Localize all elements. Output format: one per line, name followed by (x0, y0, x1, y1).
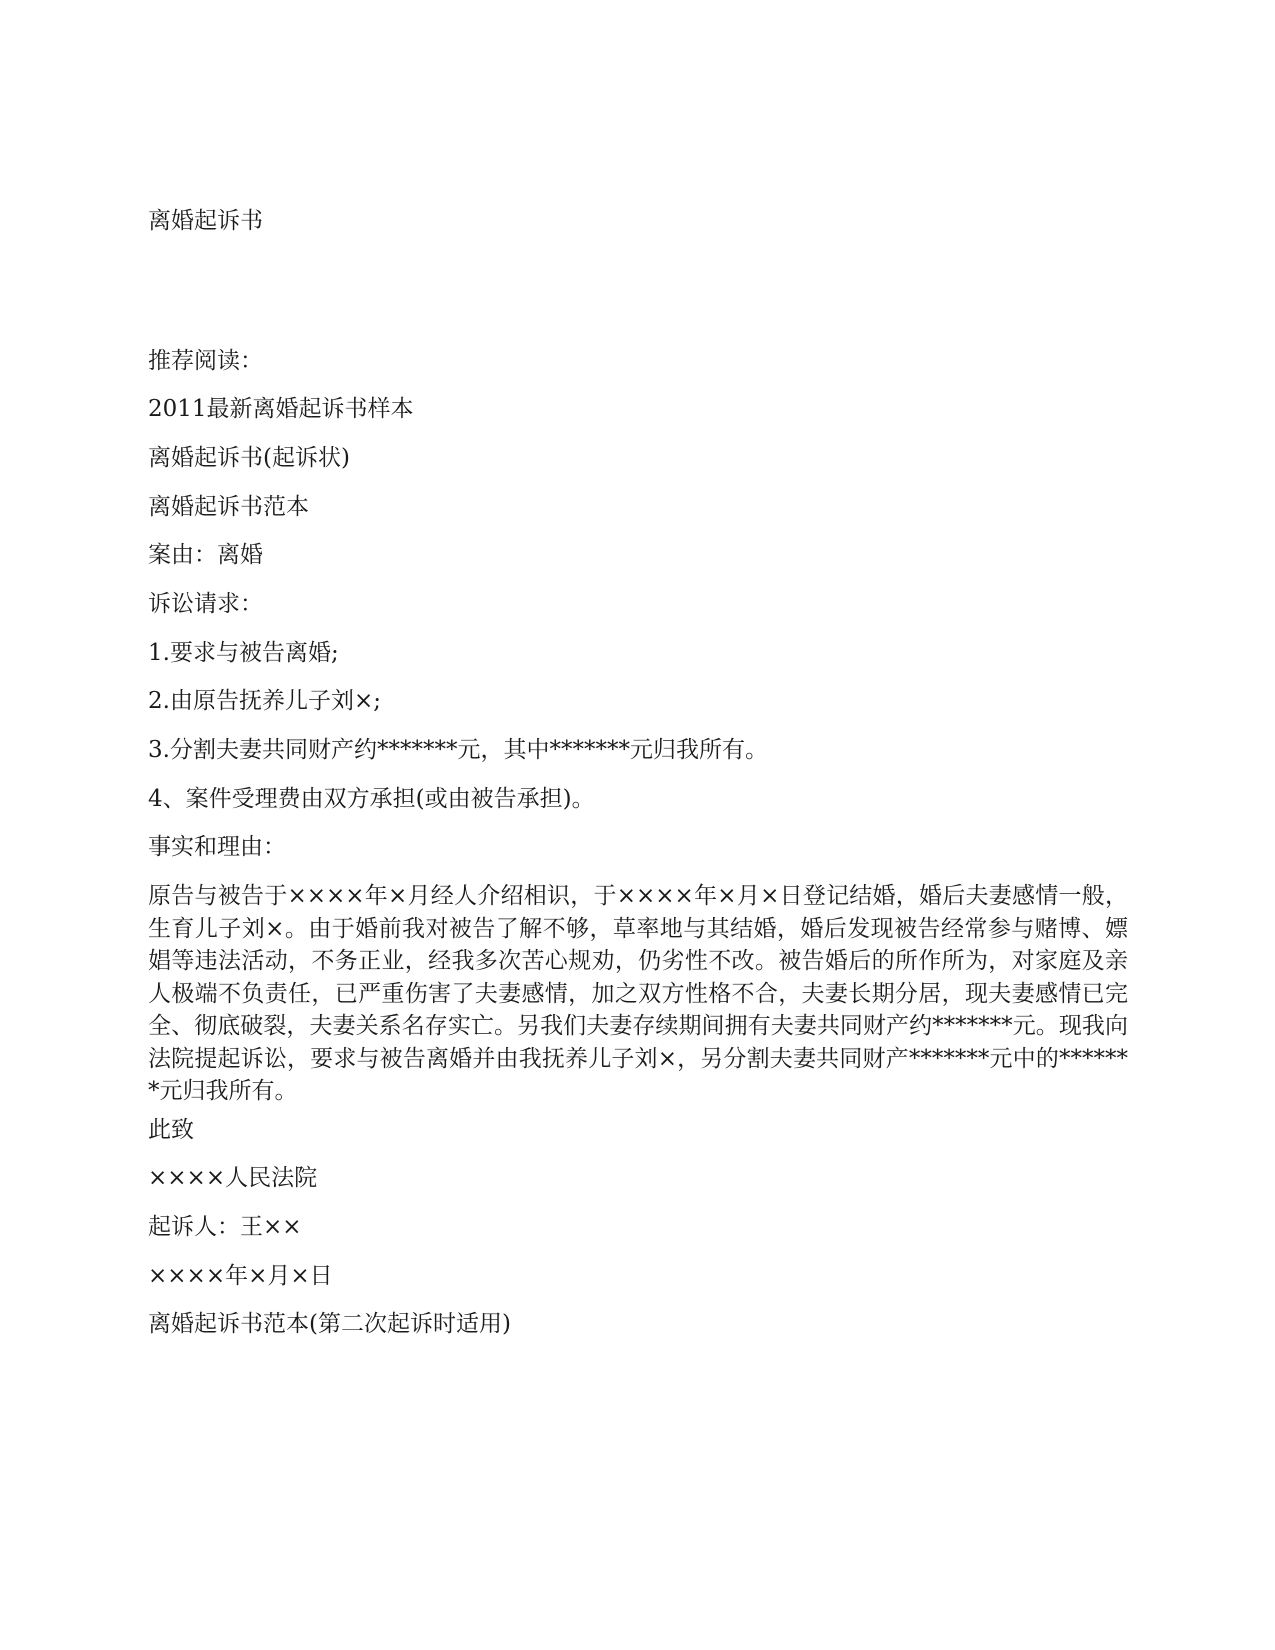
facts-body: 原告与被告于××××年×月经人介绍相识，于××××年×月×日登记结婚，婚后夫妻感情一般，生育儿子刘×。由于婚前我对被告了解不够，草率地与其结婚，婚后发现被告经常参与赌博、嫖娼等违法活动，不务正业，经我多次苦心规劝，仍劣性不改。被告婚后的所作所为，对家庭及亲人极端不负责任，已严重伤害了夫妻感情，加之双方性格不合，夫妻长期分居，现夫妻感情已完全、彻底破裂，夫妻关系名存实亡。另我们夫妻存续期间拥有夫妻共同财产约*******元。现我向法院提起诉讼，要求与被告离婚并由我抚养儿子刘×，另分割夫妻共同财产*******元中的*******元归我所有。 (148, 883, 1128, 1104)
salutation: 此致 (148, 1117, 194, 1143)
claim-item: 1.要求与被告离婚; (148, 640, 339, 666)
next-section-title: 离婚起诉书范本(第二次起诉时适用) (148, 1311, 511, 1337)
recommended-link[interactable]: 2011最新离婚起诉书样本 (148, 396, 414, 422)
document-title: 离婚起诉书 (148, 208, 263, 234)
claims-heading: 诉讼请求： (148, 591, 263, 617)
recommended-link[interactable]: 离婚起诉书范本 (148, 494, 309, 520)
case-cause: 案由：离婚 (148, 542, 263, 568)
filing-date: ××××年×月×日 (148, 1263, 333, 1289)
claim-item: 3.分割夫妻共同财产约*******元，其中*******元归我所有。 (148, 737, 768, 763)
recommended-heading: 推荐阅读： (148, 348, 263, 374)
plaintiff-signature: 起诉人：王×× (148, 1214, 302, 1240)
recommended-link[interactable]: 离婚起诉书(起诉状) (148, 445, 350, 471)
facts-heading: 事实和理由： (148, 834, 286, 860)
court-name: ××××人民法院 (148, 1165, 318, 1191)
claim-item: 4、案件受理费由双方承担(或由被告承担)。 (148, 786, 595, 812)
claim-item: 2.由原告抚养儿子刘×; (148, 688, 381, 714)
